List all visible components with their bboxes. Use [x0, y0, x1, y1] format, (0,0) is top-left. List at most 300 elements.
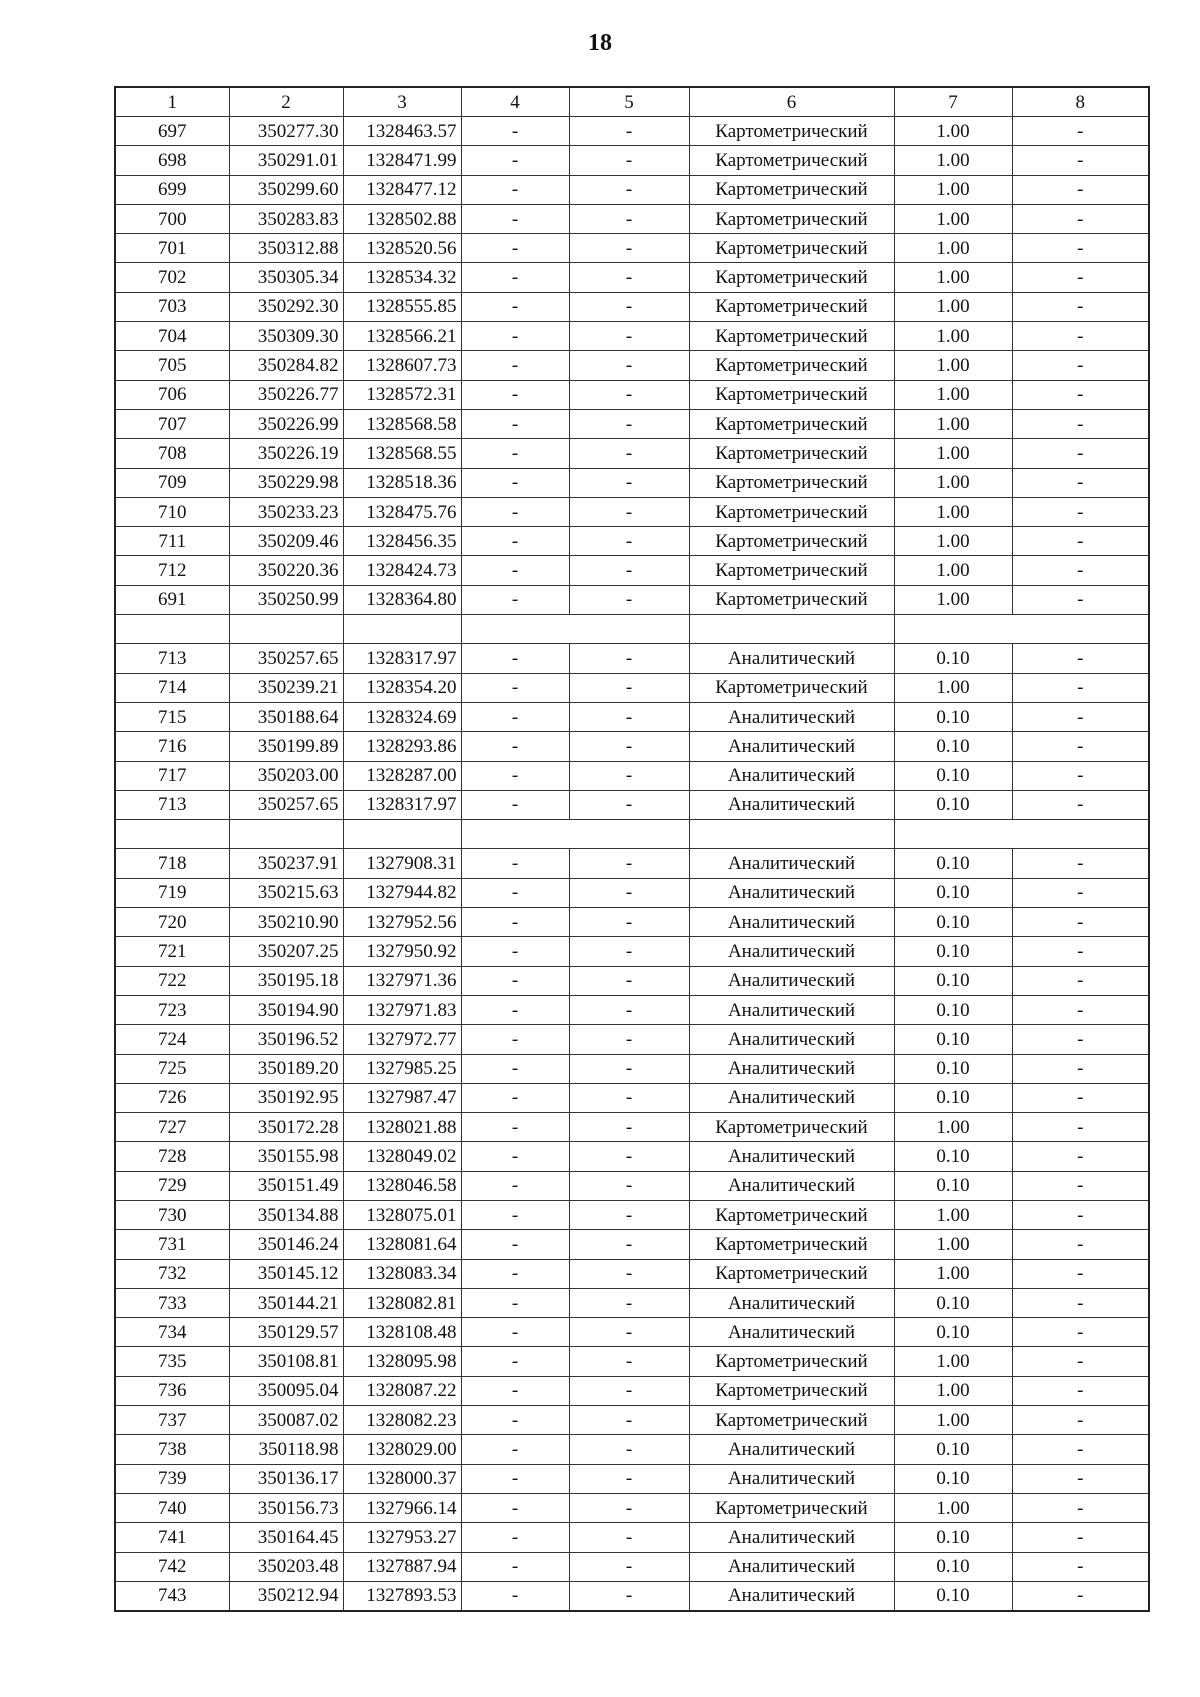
x-coordinate-cell: 350203.00: [229, 761, 343, 790]
column-4-cell: -: [461, 117, 569, 146]
point-number-cell: 715: [115, 702, 229, 731]
method-cell: Аналитический: [689, 1171, 894, 1200]
method-cell: Картометрический: [689, 175, 894, 204]
point-number-cell: 702: [115, 263, 229, 292]
column-8-cell: -: [1012, 204, 1149, 233]
precision-cell: 1.00: [894, 204, 1012, 233]
point-number-cell: 699: [115, 175, 229, 204]
y-coordinate-cell: 1328354.20: [343, 673, 461, 702]
precision-cell: 1.00: [894, 322, 1012, 351]
column-4-cell: -: [461, 409, 569, 438]
table-row: [115, 527, 1149, 556]
column-4-cell: [461, 820, 569, 849]
y-coordinate-cell: 1328108.48: [343, 1318, 461, 1347]
column-4-cell: -: [461, 732, 569, 761]
method-cell: Аналитический: [689, 1464, 894, 1493]
y-coordinate-cell: 1327893.53: [343, 1581, 461, 1611]
column-4-cell: -: [461, 1376, 569, 1405]
point-number-cell: 719: [115, 878, 229, 907]
method-cell: Аналитический: [689, 878, 894, 907]
x-coordinate-cell: 350292.30: [229, 292, 343, 321]
column-4-cell: -: [461, 966, 569, 995]
column-4-cell: -: [461, 1552, 569, 1581]
method-cell: Аналитический: [689, 1581, 894, 1611]
x-coordinate-cell: 350155.98: [229, 1142, 343, 1171]
column-8-cell: -: [1012, 644, 1149, 673]
table-row: [115, 1552, 1149, 1581]
method-cell: Картометрический: [689, 1347, 894, 1376]
column-4-cell: -: [461, 1171, 569, 1200]
x-coordinate-cell: 350203.48: [229, 1552, 343, 1581]
precision-cell: 0.10: [894, 1581, 1012, 1611]
x-coordinate-cell: 350226.19: [229, 439, 343, 468]
column-5-cell: -: [569, 409, 689, 438]
column-4-cell: -: [461, 322, 569, 351]
precision-cell: 0.10: [894, 732, 1012, 761]
precision-cell: 1.00: [894, 175, 1012, 204]
column-header: 3: [343, 87, 461, 117]
y-coordinate-cell: 1328021.88: [343, 1113, 461, 1142]
x-coordinate-cell: 350277.30: [229, 117, 343, 146]
x-coordinate-cell: 350087.02: [229, 1406, 343, 1435]
table-row: [115, 468, 1149, 497]
column-8-cell: -: [1012, 761, 1149, 790]
column-5-cell: -: [569, 1435, 689, 1464]
point-number-cell: 697: [115, 117, 229, 146]
y-coordinate-cell: 1328568.55: [343, 439, 461, 468]
column-4-cell: -: [461, 1230, 569, 1259]
method-cell: Картометрический: [689, 409, 894, 438]
column-5-cell: -: [569, 351, 689, 380]
column-8-cell: -: [1012, 673, 1149, 702]
column-5-cell: -: [569, 117, 689, 146]
column-8-cell: -: [1012, 937, 1149, 966]
y-coordinate-cell: 1328029.00: [343, 1435, 461, 1464]
method-cell: Аналитический: [689, 1288, 894, 1317]
y-coordinate-cell: 1327971.83: [343, 995, 461, 1024]
y-coordinate-cell: 1328324.69: [343, 702, 461, 731]
column-8-cell: -: [1012, 1259, 1149, 1288]
precision-cell: 1.00: [894, 527, 1012, 556]
method-cell: Картометрический: [689, 1113, 894, 1142]
table-row: [115, 790, 1149, 819]
x-coordinate-cell: 350283.83: [229, 204, 343, 233]
precision-cell: 0.10: [894, 1142, 1012, 1171]
table-row: [115, 556, 1149, 585]
precision-cell: 0.10: [894, 966, 1012, 995]
column-4-cell: -: [461, 1318, 569, 1347]
precision-cell: 0.10: [894, 937, 1012, 966]
point-number-cell: 691: [115, 585, 229, 614]
x-coordinate-cell: 350145.12: [229, 1259, 343, 1288]
y-coordinate-cell: 1328287.00: [343, 761, 461, 790]
table-body: [115, 87, 1149, 1611]
column-5-cell: -: [569, 556, 689, 585]
point-number-cell: 721: [115, 937, 229, 966]
column-4-cell: -: [461, 146, 569, 175]
method-cell: Картометрический: [689, 1406, 894, 1435]
column-5-cell: -: [569, 1171, 689, 1200]
precision-cell: 0.10: [894, 1552, 1012, 1581]
precision-cell: 1.00: [894, 468, 1012, 497]
method-cell: Аналитический: [689, 1552, 894, 1581]
x-coordinate-cell: 350299.60: [229, 175, 343, 204]
column-5-cell: -: [569, 1406, 689, 1435]
table-row: [115, 1493, 1149, 1522]
method-cell: Картометрический: [689, 527, 894, 556]
table-row: [115, 380, 1149, 409]
column-4-cell: [461, 615, 569, 644]
x-coordinate-cell: 350309.30: [229, 322, 343, 351]
column-8-cell: -: [1012, 702, 1149, 731]
method-cell: Аналитический: [689, 966, 894, 995]
y-coordinate-cell: 1328518.36: [343, 468, 461, 497]
x-coordinate-cell: 350108.81: [229, 1347, 343, 1376]
column-5-cell: -: [569, 1493, 689, 1522]
y-coordinate-cell: 1327944.82: [343, 878, 461, 907]
method-cell: Картометрический: [689, 380, 894, 409]
x-coordinate-cell: 350250.99: [229, 585, 343, 614]
column-8-cell: -: [1012, 1288, 1149, 1317]
column-5-cell: -: [569, 1113, 689, 1142]
precision-cell: 1.00: [894, 585, 1012, 614]
table-row: [115, 673, 1149, 702]
column-4-cell: -: [461, 1259, 569, 1288]
table-row: [115, 1288, 1149, 1317]
precision-cell: 1.00: [894, 409, 1012, 438]
x-coordinate-cell: 350144.21: [229, 1288, 343, 1317]
column-5-cell: -: [569, 732, 689, 761]
x-coordinate-cell: 350189.20: [229, 1054, 343, 1083]
column-8-cell: -: [1012, 263, 1149, 292]
point-number-cell: 722: [115, 966, 229, 995]
table-row: [115, 966, 1149, 995]
column-8-cell: -: [1012, 409, 1149, 438]
column-5-cell: -: [569, 878, 689, 907]
column-5-cell: -: [569, 937, 689, 966]
x-coordinate-cell: 350194.90: [229, 995, 343, 1024]
column-5-cell: -: [569, 1464, 689, 1493]
precision-cell: 0.10: [894, 1318, 1012, 1347]
table-row: [115, 117, 1149, 146]
table-row: [115, 849, 1149, 878]
x-coordinate-cell: 350212.94: [229, 1581, 343, 1611]
x-coordinate-cell: 350210.90: [229, 908, 343, 937]
column-4-cell: -: [461, 468, 569, 497]
precision-cell: 1.00: [894, 380, 1012, 409]
column-8-cell: -: [1012, 878, 1149, 907]
column-5-cell: -: [569, 292, 689, 321]
header-row: [115, 87, 1149, 117]
method-cell: Аналитический: [689, 1523, 894, 1552]
table-row: [115, 1025, 1149, 1054]
point-number-cell: 739: [115, 1464, 229, 1493]
table-row: [115, 908, 1149, 937]
method-cell: Картометрический: [689, 585, 894, 614]
y-coordinate-cell: 1328520.56: [343, 234, 461, 263]
precision-cell: 1.00: [894, 497, 1012, 526]
table-row: [115, 1523, 1149, 1552]
column-header: 2: [229, 87, 343, 117]
y-coordinate-cell: 1328364.80: [343, 585, 461, 614]
x-coordinate-cell: 350151.49: [229, 1171, 343, 1200]
x-coordinate-cell: 350291.01: [229, 146, 343, 175]
column-5-cell: -: [569, 439, 689, 468]
column-4-cell: -: [461, 1581, 569, 1611]
x-coordinate-cell: 350305.34: [229, 263, 343, 292]
column-4-cell: -: [461, 790, 569, 819]
column-5-cell: [569, 615, 689, 644]
point-number-cell: 724: [115, 1025, 229, 1054]
column-4-cell: -: [461, 1083, 569, 1112]
table-row: [115, 497, 1149, 526]
y-coordinate-cell: 1328572.31: [343, 380, 461, 409]
point-number-cell: 734: [115, 1318, 229, 1347]
table-row: [115, 263, 1149, 292]
column-5-cell: -: [569, 497, 689, 526]
column-4-cell: -: [461, 673, 569, 702]
column-8-cell: -: [1012, 234, 1149, 263]
y-coordinate-cell: 1327950.92: [343, 937, 461, 966]
column-5-cell: -: [569, 204, 689, 233]
precision-cell: 0.10: [894, 644, 1012, 673]
column-5-cell: -: [569, 1288, 689, 1317]
method-cell: Картометрический: [689, 497, 894, 526]
point-number-cell: 698: [115, 146, 229, 175]
x-coordinate-cell: [229, 820, 343, 849]
column-5-cell: -: [569, 702, 689, 731]
column-4-cell: -: [461, 702, 569, 731]
point-number-cell: 729: [115, 1171, 229, 1200]
table-row: [115, 146, 1149, 175]
y-coordinate-cell: 1328424.73: [343, 556, 461, 585]
y-coordinate-cell: 1327953.27: [343, 1523, 461, 1552]
point-number-cell: 726: [115, 1083, 229, 1112]
precision-cell: 1.00: [894, 292, 1012, 321]
x-coordinate-cell: 350199.89: [229, 732, 343, 761]
point-number-cell: 735: [115, 1347, 229, 1376]
y-coordinate-cell: 1328293.86: [343, 732, 461, 761]
column-5-cell: -: [569, 234, 689, 263]
column-4-cell: -: [461, 1347, 569, 1376]
column-5-cell: -: [569, 644, 689, 673]
x-coordinate-cell: 350209.46: [229, 527, 343, 556]
table-row: [115, 702, 1149, 731]
point-number-cell: 743: [115, 1581, 229, 1611]
column-8-cell: -: [1012, 849, 1149, 878]
method-cell: Картометрический: [689, 468, 894, 497]
column-5-cell: -: [569, 1259, 689, 1288]
column-4-cell: -: [461, 380, 569, 409]
y-coordinate-cell: 1328083.34: [343, 1259, 461, 1288]
column-8-cell: -: [1012, 1406, 1149, 1435]
precision-cell: 1.00: [894, 146, 1012, 175]
point-number-cell: 704: [115, 322, 229, 351]
column-5-cell: -: [569, 175, 689, 204]
column-8-cell: -: [1012, 117, 1149, 146]
x-coordinate-cell: 350136.17: [229, 1464, 343, 1493]
y-coordinate-cell: 1328075.01: [343, 1200, 461, 1229]
table-row: [115, 732, 1149, 761]
column-5-cell: -: [569, 380, 689, 409]
point-number-cell: 709: [115, 468, 229, 497]
column-4-cell: -: [461, 585, 569, 614]
column-8-cell: -: [1012, 1200, 1149, 1229]
column-4-cell: -: [461, 175, 569, 204]
precision-cell: 1.00: [894, 351, 1012, 380]
method-cell: Картометрический: [689, 1376, 894, 1405]
table-row: [115, 1435, 1149, 1464]
x-coordinate-cell: 350226.77: [229, 380, 343, 409]
precision-cell: [894, 615, 1012, 644]
method-cell: Картометрический: [689, 146, 894, 175]
y-coordinate-cell: 1328456.35: [343, 527, 461, 556]
column-4-cell: -: [461, 1464, 569, 1493]
y-coordinate-cell: 1328534.32: [343, 263, 461, 292]
precision-cell: 0.10: [894, 1464, 1012, 1493]
method-cell: Аналитический: [689, 908, 894, 937]
precision-cell: 1.00: [894, 556, 1012, 585]
column-8-cell: -: [1012, 908, 1149, 937]
x-coordinate-cell: 350172.28: [229, 1113, 343, 1142]
column-8-cell: -: [1012, 1025, 1149, 1054]
column-8-cell: -: [1012, 322, 1149, 351]
column-8-cell: -: [1012, 1552, 1149, 1581]
column-4-cell: -: [461, 644, 569, 673]
column-5-cell: -: [569, 1318, 689, 1347]
table-row: [115, 409, 1149, 438]
y-coordinate-cell: [343, 820, 461, 849]
table-row: [115, 1259, 1149, 1288]
method-cell: Картометрический: [689, 322, 894, 351]
point-number-cell: 737: [115, 1406, 229, 1435]
column-4-cell: -: [461, 263, 569, 292]
table-row: [115, 1318, 1149, 1347]
point-number-cell: 713: [115, 644, 229, 673]
column-4-cell: -: [461, 1523, 569, 1552]
column-8-cell: -: [1012, 1054, 1149, 1083]
column-8-cell: -: [1012, 1581, 1149, 1611]
x-coordinate-cell: 350196.52: [229, 1025, 343, 1054]
point-number-cell: 723: [115, 995, 229, 1024]
point-number-cell: 725: [115, 1054, 229, 1083]
column-8-cell: -: [1012, 1171, 1149, 1200]
column-4-cell: -: [461, 204, 569, 233]
point-number-cell: 713: [115, 790, 229, 819]
precision-cell: 1.00: [894, 1376, 1012, 1405]
column-5-cell: -: [569, 908, 689, 937]
y-coordinate-cell: 1328095.98: [343, 1347, 461, 1376]
column-5-cell: -: [569, 585, 689, 614]
column-5-cell: -: [569, 1200, 689, 1229]
point-number-cell: 718: [115, 849, 229, 878]
x-coordinate-cell: 350129.57: [229, 1318, 343, 1347]
table-row: [115, 175, 1149, 204]
column-8-cell: -: [1012, 1113, 1149, 1142]
table-row: [115, 439, 1149, 468]
column-4-cell: -: [461, 1406, 569, 1435]
table-row: [115, 644, 1149, 673]
method-cell: Аналитический: [689, 732, 894, 761]
column-4-cell: -: [461, 497, 569, 526]
method-cell: Картометрический: [689, 292, 894, 321]
method-cell: Картометрический: [689, 1493, 894, 1522]
point-number-cell: 708: [115, 439, 229, 468]
precision-cell: 1.00: [894, 1113, 1012, 1142]
point-number-cell: 711: [115, 527, 229, 556]
column-5-cell: -: [569, 966, 689, 995]
column-8-cell: -: [1012, 527, 1149, 556]
precision-cell: 1.00: [894, 439, 1012, 468]
column-8-cell: -: [1012, 1435, 1149, 1464]
table-row: [115, 1230, 1149, 1259]
method-cell: Картометрический: [689, 673, 894, 702]
column-4-cell: -: [461, 878, 569, 907]
point-number-cell: 727: [115, 1113, 229, 1142]
y-coordinate-cell: 1328082.81: [343, 1288, 461, 1317]
table-row: [115, 1113, 1149, 1142]
table-row: [115, 322, 1149, 351]
column-8-cell: -: [1012, 995, 1149, 1024]
table-row: [115, 1464, 1149, 1493]
column-4-cell: -: [461, 439, 569, 468]
y-coordinate-cell: 1328607.73: [343, 351, 461, 380]
method-cell: Аналитический: [689, 761, 894, 790]
method-cell: [689, 615, 894, 644]
y-coordinate-cell: 1327971.36: [343, 966, 461, 995]
column-8-cell: -: [1012, 1318, 1149, 1347]
point-number-cell: 710: [115, 497, 229, 526]
table-row: [115, 1200, 1149, 1229]
method-cell: Картометрический: [689, 204, 894, 233]
y-coordinate-cell: 1327952.56: [343, 908, 461, 937]
column-5-cell: -: [569, 527, 689, 556]
x-coordinate-cell: 350188.64: [229, 702, 343, 731]
x-coordinate-cell: 350215.63: [229, 878, 343, 907]
table-row: [115, 878, 1149, 907]
column-8-cell: -: [1012, 790, 1149, 819]
column-8-cell: -: [1012, 556, 1149, 585]
page-number: 18: [588, 30, 612, 56]
precision-cell: 0.10: [894, 1054, 1012, 1083]
column-5-cell: [569, 820, 689, 849]
column-5-cell: -: [569, 1230, 689, 1259]
precision-cell: 1.00: [894, 1259, 1012, 1288]
method-cell: Картометрический: [689, 1230, 894, 1259]
precision-cell: 1.00: [894, 673, 1012, 702]
table-row: [115, 995, 1149, 1024]
point-number-cell: [115, 820, 229, 849]
y-coordinate-cell: 1328000.37: [343, 1464, 461, 1493]
precision-cell: 1.00: [894, 234, 1012, 263]
precision-cell: 1.00: [894, 1347, 1012, 1376]
point-number-cell: 720: [115, 908, 229, 937]
separator-row: [115, 615, 1149, 644]
y-coordinate-cell: 1328046.58: [343, 1171, 461, 1200]
point-number-cell: 707: [115, 409, 229, 438]
method-cell: Картометрический: [689, 234, 894, 263]
column-4-cell: -: [461, 849, 569, 878]
x-coordinate-cell: 350156.73: [229, 1493, 343, 1522]
table-row: [115, 1142, 1149, 1171]
column-5-cell: -: [569, 673, 689, 702]
y-coordinate-cell: 1328555.85: [343, 292, 461, 321]
point-number-cell: 730: [115, 1200, 229, 1229]
column-header: 7: [894, 87, 1012, 117]
column-4-cell: -: [461, 1200, 569, 1229]
column-5-cell: -: [569, 1552, 689, 1581]
y-coordinate-cell: 1328082.23: [343, 1406, 461, 1435]
